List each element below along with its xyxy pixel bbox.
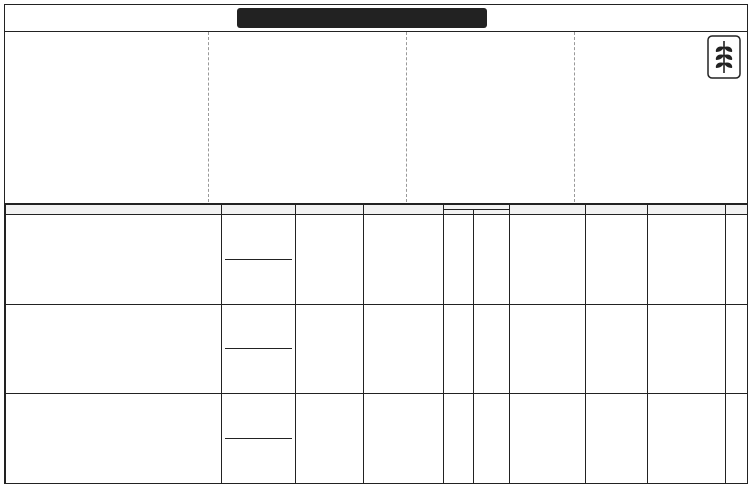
- row-base-price: [296, 394, 364, 484]
- row-usage: [586, 215, 648, 305]
- header-description: [6, 205, 222, 215]
- row-base-price: [296, 304, 364, 394]
- payment-other: [225, 438, 292, 441]
- header-share: [364, 205, 444, 215]
- row-area-land: [474, 304, 510, 394]
- row-area-building: [444, 394, 474, 484]
- table-row: [6, 304, 748, 394]
- row-specs: [510, 394, 586, 484]
- header-payment: [222, 205, 296, 215]
- properties-table-wrap: [5, 203, 747, 484]
- header-base-price: [296, 205, 364, 215]
- row-description: [6, 215, 222, 305]
- header-row-number: [726, 205, 748, 215]
- row-number: [726, 394, 748, 484]
- row-description: [6, 394, 222, 484]
- row-area-land: [474, 394, 510, 484]
- row-number: [726, 304, 748, 394]
- row-usage: [586, 304, 648, 394]
- text-column-4: [5, 32, 209, 202]
- header-address: [648, 205, 726, 215]
- row-address: [648, 394, 726, 484]
- row-payment: [222, 215, 296, 305]
- row-area-building: [444, 304, 474, 394]
- row-address: [648, 215, 726, 305]
- notice-text-columns: [5, 32, 747, 202]
- row-number: [726, 215, 748, 305]
- header-specs: [510, 205, 586, 215]
- row-share: [364, 215, 444, 305]
- row-share: [364, 304, 444, 394]
- row-area-land: [474, 215, 510, 305]
- header-usage: [586, 205, 648, 215]
- table-row: [6, 215, 748, 305]
- row-specs: [510, 304, 586, 394]
- text-column-3: [211, 32, 407, 202]
- row-description: [6, 304, 222, 394]
- payment-other: [225, 259, 292, 262]
- row-payment: [222, 304, 296, 394]
- payment-other: [225, 348, 292, 351]
- text-column-1: [579, 32, 703, 202]
- row-specs: [510, 215, 586, 305]
- properties-table: [5, 204, 748, 484]
- text-column-2: [409, 32, 575, 202]
- table-row: [6, 394, 748, 484]
- row-payment: [222, 394, 296, 484]
- auction-notice-page: [4, 4, 748, 484]
- row-base-price: [296, 215, 364, 305]
- row-area-building: [444, 215, 474, 305]
- notice-title: [237, 8, 487, 28]
- row-share: [364, 394, 444, 484]
- notice-header: [5, 5, 747, 32]
- row-usage: [586, 394, 648, 484]
- row-address: [648, 304, 726, 394]
